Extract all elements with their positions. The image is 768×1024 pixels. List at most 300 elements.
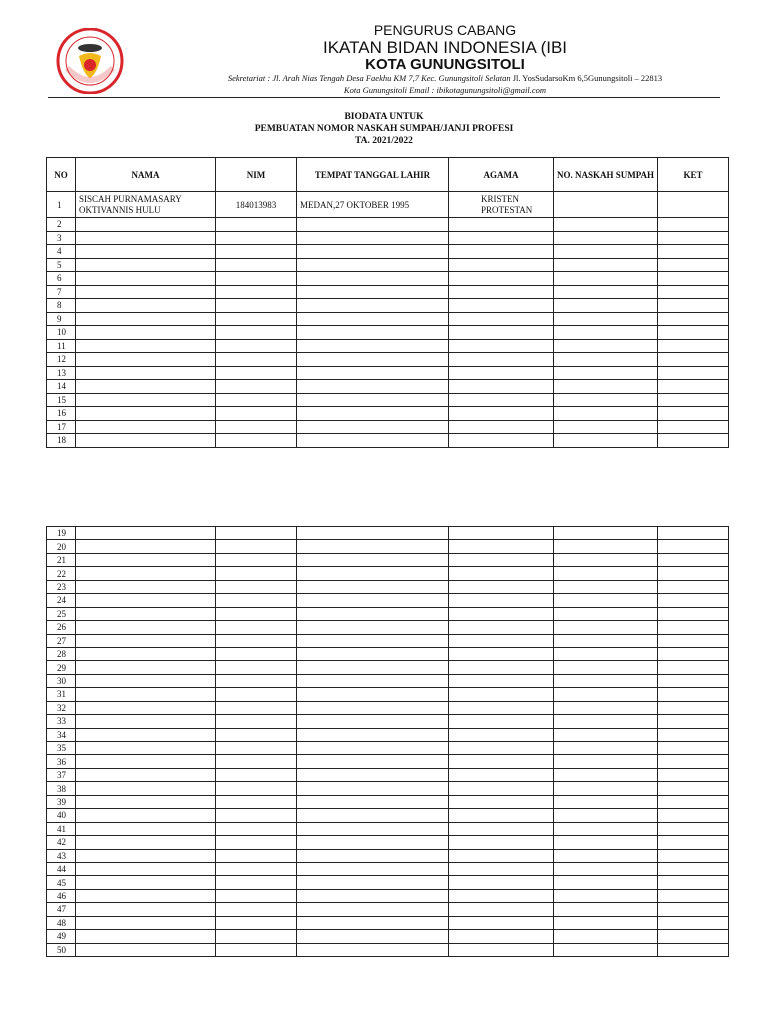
cell-nama xyxy=(76,218,216,232)
cell-nim xyxy=(216,434,297,448)
cell-agama xyxy=(449,836,554,849)
table-row xyxy=(47,353,729,367)
cell-nim xyxy=(216,380,297,394)
cell-agama xyxy=(449,903,554,916)
nama-line-2: OKTIVANNIS HULU xyxy=(79,204,161,215)
cell-nama xyxy=(76,674,216,687)
table-row xyxy=(47,849,729,862)
cell-nama xyxy=(76,876,216,889)
cell-agama xyxy=(449,795,554,808)
cell-nim xyxy=(216,540,297,553)
table-row xyxy=(47,527,729,540)
col-naskah: NO. NASKAH SUMPAH xyxy=(554,158,658,192)
cell-agama xyxy=(449,245,554,259)
cell-nim xyxy=(216,258,297,272)
cell-nim xyxy=(216,742,297,755)
cell-ket xyxy=(658,621,729,634)
cell-ttl xyxy=(297,930,449,943)
cell-naskah xyxy=(554,634,658,647)
agama-line-2: PROTESTAN xyxy=(481,204,533,215)
cell-no: 28 xyxy=(47,647,76,660)
cell-naskah xyxy=(554,943,658,956)
cell-ttl xyxy=(297,621,449,634)
cell-nama xyxy=(76,728,216,741)
cell-naskah xyxy=(554,661,658,674)
cell-ttl xyxy=(297,701,449,714)
cell-nim xyxy=(216,339,297,353)
table-row xyxy=(47,862,729,875)
cell-agama xyxy=(449,728,554,741)
cell-nim xyxy=(216,849,297,862)
cell-naskah xyxy=(554,553,658,566)
cell-ket xyxy=(658,661,729,674)
cell-ttl xyxy=(297,553,449,566)
cell-nim xyxy=(216,943,297,956)
table-row xyxy=(47,647,729,660)
ibi-logo xyxy=(55,28,125,94)
cell-ket xyxy=(658,809,729,822)
cell-nim xyxy=(216,782,297,795)
cell-naskah xyxy=(554,836,658,849)
cell-nama xyxy=(76,836,216,849)
cell-naskah xyxy=(554,782,658,795)
cell-no: 33 xyxy=(47,715,76,728)
cell-nama xyxy=(76,527,216,540)
table-row xyxy=(47,930,729,943)
cell-no: 9 xyxy=(47,312,76,326)
cell-nama xyxy=(76,285,216,299)
cell-ket xyxy=(658,849,729,862)
cell-naskah xyxy=(554,192,658,218)
biodata-table-page-1 xyxy=(46,157,729,448)
cell-ttl xyxy=(297,634,449,647)
cell-ttl xyxy=(297,218,449,232)
cell-no: 23 xyxy=(47,580,76,593)
cell-nama xyxy=(76,407,216,421)
cell-ttl xyxy=(297,285,449,299)
cell-ket xyxy=(658,580,729,593)
cell-no: 49 xyxy=(47,930,76,943)
table-row xyxy=(47,782,729,795)
table-row xyxy=(47,393,729,407)
cell-naskah xyxy=(554,862,658,875)
cell-nim xyxy=(216,795,297,808)
cell-nama xyxy=(76,326,216,340)
cell-naskah xyxy=(554,674,658,687)
cell-agama xyxy=(449,567,554,580)
cell-nama xyxy=(76,312,216,326)
cell-ttl xyxy=(297,809,449,822)
cell-ttl xyxy=(297,366,449,380)
cell-ket xyxy=(658,594,729,607)
cell-no: 13 xyxy=(47,366,76,380)
cell-ttl xyxy=(297,849,449,862)
cell-agama xyxy=(449,192,554,218)
table-row xyxy=(47,701,729,714)
cell-naskah xyxy=(554,285,658,299)
cell-agama xyxy=(449,231,554,245)
cell-ttl xyxy=(297,876,449,889)
cell-agama xyxy=(449,916,554,929)
cell-naskah xyxy=(554,822,658,835)
table-row xyxy=(47,434,729,448)
cell-nim xyxy=(216,366,297,380)
cell-ket xyxy=(658,768,729,781)
table-row xyxy=(47,594,729,607)
cell-nama xyxy=(76,809,216,822)
table-row xyxy=(47,258,729,272)
cell-naskah xyxy=(554,809,658,822)
cell-ket xyxy=(658,701,729,714)
cell-no: 30 xyxy=(47,674,76,687)
cell-no: 38 xyxy=(47,782,76,795)
cell-nama xyxy=(76,553,216,566)
cell-ttl xyxy=(297,782,449,795)
cell-ket xyxy=(658,420,729,434)
cell-ket xyxy=(658,728,729,741)
cell-agama xyxy=(449,594,554,607)
cell-nama xyxy=(76,231,216,245)
org-line-2: IKATAN BIDAN INDONESIA (IBI xyxy=(322,38,568,57)
table-row xyxy=(47,366,729,380)
cell-nama xyxy=(76,768,216,781)
cell-no: 42 xyxy=(47,836,76,849)
cell-no: 14 xyxy=(47,380,76,394)
cell-naskah xyxy=(554,434,658,448)
cell-nama xyxy=(76,594,216,607)
address-italic: Sekretariat : Jl. Arah Nias Tengah Desa Faekhu KM 7,7 Kec. Gunungsitoli Selatan xyxy=(227,73,511,83)
cell-naskah xyxy=(554,380,658,394)
nama-line-1: SISCAH PURNAMASARY xyxy=(79,193,182,204)
cell-ket xyxy=(658,393,729,407)
table-row xyxy=(47,809,729,822)
table-row xyxy=(47,903,729,916)
cell-naskah xyxy=(554,339,658,353)
cell-no: 32 xyxy=(47,701,76,714)
cell-nama xyxy=(76,567,216,580)
cell-nama xyxy=(76,607,216,620)
cell-nim xyxy=(216,231,297,245)
cell-nama xyxy=(76,661,216,674)
table-row xyxy=(47,312,729,326)
cell-nim xyxy=(216,218,297,232)
cell-no: 15 xyxy=(47,393,76,407)
table-row xyxy=(47,674,729,687)
cell-ket xyxy=(658,434,729,448)
cell-nama xyxy=(76,715,216,728)
cell-nim xyxy=(216,728,297,741)
table-row xyxy=(47,688,729,701)
table-row xyxy=(47,339,729,353)
cell-nama xyxy=(76,862,216,875)
col-no: NO xyxy=(47,158,76,192)
cell-no: 31 xyxy=(47,688,76,701)
cell-nama xyxy=(76,782,216,795)
cell-nim xyxy=(216,822,297,835)
cell-ttl xyxy=(297,580,449,593)
cell-agama xyxy=(449,849,554,862)
cell-ket xyxy=(658,312,729,326)
cell-nim xyxy=(216,285,297,299)
cell-nama xyxy=(76,420,216,434)
table-row xyxy=(47,285,729,299)
cell-agama xyxy=(449,407,554,421)
table-row xyxy=(47,916,729,929)
table-row xyxy=(47,607,729,620)
table-row xyxy=(47,192,729,218)
cell-no: 4 xyxy=(47,245,76,259)
cell-naskah xyxy=(554,527,658,540)
cell-ket xyxy=(658,822,729,835)
cell-ttl xyxy=(297,540,449,553)
cell-agama xyxy=(449,527,554,540)
cell-naskah xyxy=(554,876,658,889)
cell-nama xyxy=(76,192,216,218)
cell-no: 29 xyxy=(47,661,76,674)
cell-ttl xyxy=(297,755,449,768)
cell-ket xyxy=(658,755,729,768)
address-plain: Jl. YosSudarsoKm 6,5Gunungsitoli – 22813 xyxy=(510,73,663,83)
table-row xyxy=(47,755,729,768)
cell-naskah xyxy=(554,245,658,259)
cell-ket xyxy=(658,889,729,902)
cell-nim xyxy=(216,755,297,768)
cell-no: 46 xyxy=(47,889,76,902)
cell-nim xyxy=(216,661,297,674)
cell-nama xyxy=(76,434,216,448)
cell-nama xyxy=(76,742,216,755)
cell-agama xyxy=(449,889,554,902)
cell-nama xyxy=(76,353,216,367)
table-row xyxy=(47,715,729,728)
cell-nim xyxy=(216,407,297,421)
cell-naskah xyxy=(554,916,658,929)
biodata-table-page-2 xyxy=(46,526,729,957)
cell-naskah xyxy=(554,580,658,593)
cell-nim xyxy=(216,715,297,728)
cell-ket xyxy=(658,916,729,929)
cell-no: 34 xyxy=(47,728,76,741)
cell-ket xyxy=(658,353,729,367)
cell-nim xyxy=(216,674,297,687)
cell-nim xyxy=(216,889,297,902)
cell-agama xyxy=(449,393,554,407)
cell-nim xyxy=(216,420,297,434)
cell-ttl xyxy=(297,567,449,580)
cell-nama xyxy=(76,245,216,259)
cell-naskah xyxy=(554,701,658,714)
cell-nama xyxy=(76,393,216,407)
cell-ttl xyxy=(297,607,449,620)
table-row xyxy=(47,218,729,232)
cell-ket xyxy=(658,943,729,956)
cell-ket xyxy=(658,903,729,916)
cell-ket xyxy=(658,674,729,687)
cell-ket xyxy=(658,634,729,647)
col-ttl: TEMPAT TANGGAL LAHIR xyxy=(297,158,449,192)
col-agama: AGAMA xyxy=(449,158,554,192)
cell-ket xyxy=(658,299,729,313)
cell-agama xyxy=(449,862,554,875)
table-row xyxy=(47,742,729,755)
cell-agama xyxy=(449,674,554,687)
cell-ttl xyxy=(297,420,449,434)
table-header-row xyxy=(47,158,729,192)
cell-ket xyxy=(658,339,729,353)
cell-agama xyxy=(449,782,554,795)
cell-ttl xyxy=(297,527,449,540)
cell-agama xyxy=(449,607,554,620)
cell-no: 5 xyxy=(47,258,76,272)
cell-nim xyxy=(216,701,297,714)
cell-naskah xyxy=(554,420,658,434)
cell-nama xyxy=(76,688,216,701)
cell-nama xyxy=(76,849,216,862)
cell-ket xyxy=(658,553,729,566)
cell-ket xyxy=(658,218,729,232)
cell-no: 22 xyxy=(47,567,76,580)
cell-nama xyxy=(76,943,216,956)
cell-agama xyxy=(449,634,554,647)
cell-ket xyxy=(658,192,729,218)
cell-ttl xyxy=(297,768,449,781)
cell-no: 8 xyxy=(47,299,76,313)
cell-ttl xyxy=(297,742,449,755)
cell-nim xyxy=(216,621,297,634)
cell-naskah xyxy=(554,594,658,607)
cell-no: 21 xyxy=(47,553,76,566)
cell-nim xyxy=(216,326,297,340)
table-row xyxy=(47,728,729,741)
cell-no: 2 xyxy=(47,218,76,232)
cell-ket xyxy=(658,258,729,272)
cell-no: 17 xyxy=(47,420,76,434)
cell-naskah xyxy=(554,607,658,620)
cell-no: 48 xyxy=(47,916,76,929)
cell-nama xyxy=(76,916,216,929)
cell-no: 25 xyxy=(47,607,76,620)
cell-agama xyxy=(449,420,554,434)
cell-nama xyxy=(76,339,216,353)
cell-no: 12 xyxy=(47,353,76,367)
cell-ttl: MEDAN,27 OKTOBER 1995 xyxy=(297,192,449,218)
cell-agama xyxy=(449,553,554,566)
table-row xyxy=(47,768,729,781)
table-row xyxy=(47,272,729,286)
cell-ket xyxy=(658,647,729,660)
cell-agama xyxy=(449,822,554,835)
cell-naskah xyxy=(554,903,658,916)
header-divider xyxy=(48,97,720,98)
cell-ket xyxy=(658,527,729,540)
cell-no: 3 xyxy=(47,231,76,245)
cell-naskah xyxy=(554,272,658,286)
cell-agama xyxy=(449,380,554,394)
cell-nim xyxy=(216,567,297,580)
cell-agama xyxy=(449,339,554,353)
cell-agama xyxy=(449,434,554,448)
cell-ttl xyxy=(297,299,449,313)
cell-agama xyxy=(449,258,554,272)
table-row xyxy=(47,836,729,849)
cell-agama xyxy=(449,688,554,701)
cell-agama xyxy=(449,768,554,781)
cell-ttl xyxy=(297,674,449,687)
cell-naskah xyxy=(554,231,658,245)
cell-agama xyxy=(449,943,554,956)
cell-nama xyxy=(76,701,216,714)
cell-ket xyxy=(658,782,729,795)
cell-ttl xyxy=(297,822,449,835)
cell-naskah xyxy=(554,218,658,232)
cell-no: 24 xyxy=(47,594,76,607)
cell-ttl xyxy=(297,715,449,728)
cell-ttl xyxy=(297,231,449,245)
cell-naskah xyxy=(554,567,658,580)
table-row xyxy=(47,661,729,674)
cell-ttl xyxy=(297,245,449,259)
cell-ket xyxy=(658,795,729,808)
cell-nim xyxy=(216,647,297,660)
cell-nama xyxy=(76,903,216,916)
cell-ket xyxy=(658,688,729,701)
cell-nama xyxy=(76,889,216,902)
cell-nim xyxy=(216,272,297,286)
cell-naskah xyxy=(554,768,658,781)
cell-agama xyxy=(449,540,554,553)
cell-ttl xyxy=(297,916,449,929)
table-row xyxy=(47,822,729,835)
cell-naskah xyxy=(554,849,658,862)
cell-naskah xyxy=(554,326,658,340)
cell-nim xyxy=(216,768,297,781)
cell-no: 44 xyxy=(47,862,76,875)
cell-nim xyxy=(216,809,297,822)
table-row xyxy=(47,567,729,580)
cell-ket xyxy=(658,272,729,286)
cell-no: 6 xyxy=(47,272,76,286)
cell-ttl xyxy=(297,795,449,808)
cell-nama xyxy=(76,822,216,835)
cell-nim xyxy=(216,553,297,566)
cell-naskah xyxy=(554,889,658,902)
cell-ttl xyxy=(297,434,449,448)
cell-no: 37 xyxy=(47,768,76,781)
cell-ttl xyxy=(297,258,449,272)
cell-nama xyxy=(76,930,216,943)
table-row xyxy=(47,621,729,634)
table-row xyxy=(47,795,729,808)
cell-nim: 184013983 xyxy=(216,192,297,218)
cell-agama xyxy=(449,285,554,299)
cell-ttl xyxy=(297,903,449,916)
cell-naskah xyxy=(554,715,658,728)
cell-nim xyxy=(216,862,297,875)
cell-agama xyxy=(449,647,554,660)
cell-nim xyxy=(216,836,297,849)
table-row xyxy=(47,231,729,245)
cell-naskah xyxy=(554,647,658,660)
table-row xyxy=(47,407,729,421)
cell-ket xyxy=(658,930,729,943)
cell-naskah xyxy=(554,393,658,407)
table-row xyxy=(47,889,729,902)
cell-ttl xyxy=(297,353,449,367)
cell-nama xyxy=(76,621,216,634)
cell-nim xyxy=(216,594,297,607)
cell-ket xyxy=(658,836,729,849)
cell-agama xyxy=(449,755,554,768)
